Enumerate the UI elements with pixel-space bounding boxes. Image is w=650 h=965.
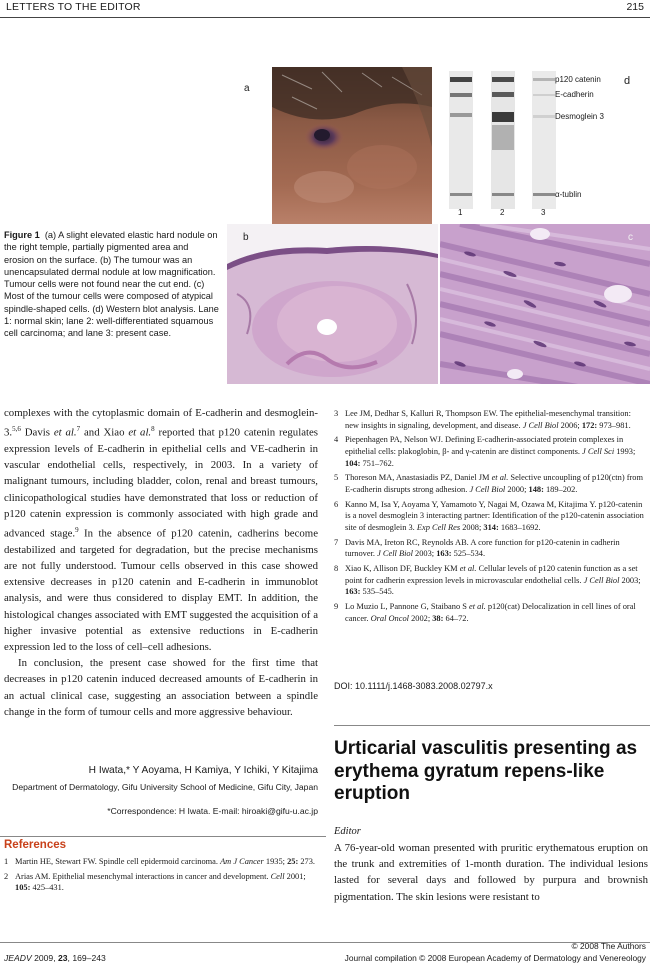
references-heading: References [4,839,67,851]
reference-item: 1 Martin HE, Stewart FW. Spindle cell epidermoid carcinoma. Am J Cancer 1935; 25: 273. [4,857,315,866]
cite-9: 9 [75,526,79,535]
panel-d-letter: d [624,75,631,87]
paragraph-2: In conclusion, the present case showed for the first time that decreases in p120 catenin induced decreased amounts of E-cadherin in an actual clinical case, suggesting an association between a spindle change in the form of tumour cells and more aggressive behaviour. [4,657,318,718]
caption-text: (a) A slight elevated elastic hard nodule on the right temple, partially pigmented area and erosion on the surface. (b) The tumour was an unencapsulated dermal nodule at low magnification. Tumour cells were not found near the cut end. (c) Most of the tumour cells were composed of atypical spindle-shaped cells. (d) Western blot analysis. Lane 1: normal skin; lane 2: well-differentiated squamous cell carcinoma; and lane 3: present case. [4,230,219,339]
blot-label-tubulin: α-tublin [555,190,582,199]
affiliation: Department of Dermatology, Gifu University School of Medicine, Gifu City, Japan [12,782,318,792]
et-al-2: et al. [128,426,152,439]
para1-c: and Xiao [80,426,129,439]
article-rule [334,725,650,726]
lane-number-2: 2 [500,208,505,217]
cite-7: 7 [76,425,81,434]
editor-salutation: Editor [334,826,361,837]
page-number: 215 [626,1,644,13]
reference-item: 9 Lo Muzio L, Pannone G, Staibano S et al. p120(cat) Delocalization in cell lines of oral cancer. Oral Oncol 2002; 38: 64–72. [334,602,636,623]
reference-item: 8 Xiao K, Allison DF, Buckley KM et al. Cellular levels of p120 catenin function as a set point for cadherin expression levels in microvascular endothelial cells. J Cell Biol 2003; 163: 535–545. [334,564,641,597]
lane-number-1: 1 [458,208,463,217]
footer-rule [0,942,650,943]
header-rule [0,17,650,18]
running-head: LETTERS TO THE EDITOR [6,1,141,13]
cite-8: 8 [151,425,155,434]
cite-5-6: 5,6 [12,425,21,434]
caption-label: Figure 1 [4,230,40,240]
copyright-journal: Journal compilation © 2008 European Academy of Dermatology and Venereology [344,953,646,963]
correspondence: *Correspondence: H Iwata. E-mail: hiroaki@gifu-u.ac.jp [107,806,318,816]
para1-d: reported that p120 catenin regulates expression levels of E-cadherin in epithelial cells and VE-cadherin in vascular endothelial cells, respectively, in 2003. In a variety of malignant tumours, including bladder, colon, renal and breast tumours, clinicopathological studies have demonstrated that loss or reduction of p120 catenin expression is commonly associated with high grade and advanced stage. [4,426,318,540]
lane-number-3: 3 [541,208,546,217]
panel-b-letter: b [243,232,249,243]
figure-caption [4,229,220,340]
panel-b-histology-low-mag [227,224,438,384]
para1-b: Davis [20,426,54,439]
panel-d-western-blot [441,67,650,219]
et-al-1: et al. [53,426,77,439]
references-list-right [334,408,646,627]
panel-c-letter: c [628,232,633,243]
author-list: H Iwata,* Y Aoyama, H Kamiya, Y Ichiki, Y Kitajima [88,765,318,776]
panel-a-clinical-photo [272,67,432,224]
panel-a-letter-wrap [244,78,250,96]
references-rule [0,836,326,837]
left-column-body [4,405,318,720]
para1-a: complexes with the cytoplasmic domain of E-cadherin and desmoglein-3. [4,407,318,439]
article-title: Urticarial vasculitis presenting as erythema gyratum repens-like eruption [334,738,638,804]
reference-item: 4 Piepenhagen PA, Nelson WJ. Defining E-cadherin-associated protein complexes in epithelial cells: plakoglobin, β- and γ-catenin are distinct components. J Cell Sci 1993; 104: 751–762. [334,435,636,468]
journal-citation: JEADV 2009, 23, 169–243 [4,953,106,963]
reference-item: 7 Davis MA, Ireton RC, Reynolds AB. A core function for p120-catenin in cadherin turnover. J Cell Biol 2003; 163: 525–534. [334,537,620,559]
blot-label-desmoglein: Desmoglein 3 [555,112,604,121]
reference-item: 3 Lee JM, Dedhar S, Kalluri R, Thompson EW. The epithelial-mesenchymal transition: new insights in signaling, development, and disease. J Cell Biol 2006; 172: 973–981. [334,409,631,430]
blot-label-ecadherin: E-cadherin [555,90,594,99]
paragraph-1 [4,405,318,655]
panel-a-letter: a [244,83,250,94]
panel-c-histology-high-mag [440,224,650,384]
copyright-authors: © 2008 The Authors [571,941,646,951]
doi: DOI: 10.1111/j.1468-3083.2008.02797.x [334,681,493,691]
para1-e: In the absence of p120 catenin, cadherins become destabilized and targeted for degradation, but the precise mechanisms are not fully understood. Tumour cells observed in this case showed extensive decreases in p120 catenin and E-cadherin in immunoblot analysis, and were thus considered to display EMT. In addition, the histological changes associated with EMT suggested the acquisition of a higher invasive potential as extensive reductions in E-cadherin expression led to the loss of cell–cell adhesions. [4,527,318,654]
blot-label-p120: p120 catenin [555,75,601,84]
article-body: A 76-year-old woman presented with pruritic erythematous eruption on the trunk and extremities of 1-month duration. The individual lesions lasted for several days and followed by purpura and brownish pigmentation. The skin lesions were resistant to [334,842,648,903]
reference-item: 5 Thoreson MA, Anastasiadis PZ, Daniel JM et al. Selective uncoupling of p120(ctn) from E-cadherin disrupts strong adhesion. J Cell Biol 2000; 148: 189–202. [334,473,643,494]
reference-item: 2 Arias AM. Epithelial mesenchymal interactions in cancer and development. Cell 2001; 105: 425–431. [4,871,306,893]
reference-item: 6 Kanno M, Isa Y, Aoyama Y, Yamamoto Y, Nagai M, Ozawa M, Kitajima Y. p120-catenin is a novel desmoglein 3 interacting partner: Identification of the p120-catenin association site of desmoglein 3. Exp Cell Res 2008; 314: 1683–1692. [334,499,644,532]
references-list-left [4,856,318,897]
